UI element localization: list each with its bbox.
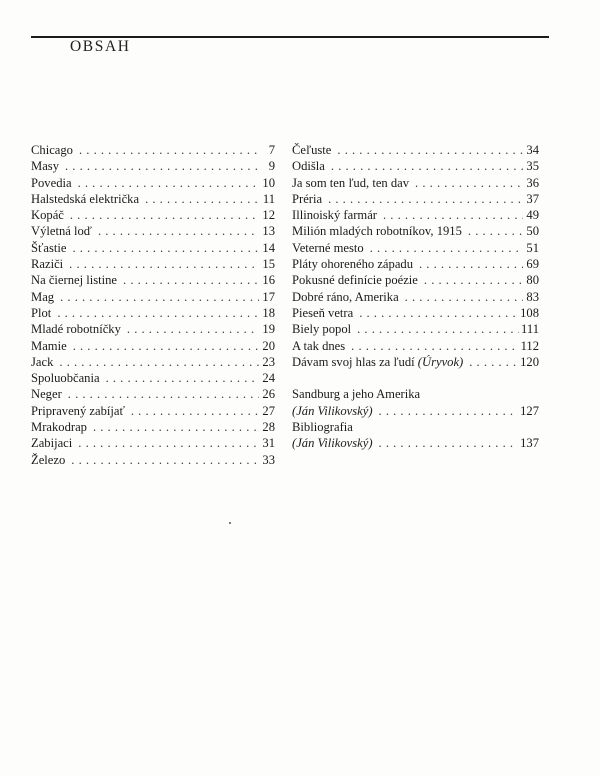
toc-entry-title: Milión mladých robotníkov, 1915 [292,224,462,239]
toc-entry-page: 50 [526,224,539,239]
toc-entry-title: Mag [31,289,55,304]
dot-leader [469,354,518,370]
dot-leader [59,354,259,370]
dot-leader [379,403,519,419]
dot-leader [379,435,519,451]
toc-entry-title: Pieseň vetra [292,305,354,320]
toc-entry-bibliography-title: Bibliografia [292,420,353,435]
paper-speck [229,522,231,524]
toc-entry-page: 33 [262,452,275,467]
toc-entry-page: 36 [526,175,539,190]
toc-entry-title: A tak dnes [292,338,346,353]
toc-entry-title: Mrakodrap [31,420,87,435]
toc-entry-title: Neger [31,387,62,402]
dot-leader [351,338,518,354]
dot-leader [70,207,259,223]
toc-entry-page: 31 [262,436,275,451]
toc-entry-title: Dávam svoj hlas za ľudí (Úryvok) [292,354,464,369]
dot-leader [69,256,259,272]
toc-entry-page: 9 [268,159,275,174]
toc-entry-title: Masy [31,159,59,174]
toc-entry [292,240,539,256]
toc-entry-page: 13 [262,224,275,239]
toc-entry-title: Čeľuste [292,143,332,157]
dot-leader [370,240,523,256]
toc-entry [292,256,539,272]
toc-entry [292,191,539,207]
toc-entry-page: 112 [520,338,539,353]
toc-entry [31,256,275,272]
toc-entry-title: Préria [292,191,323,206]
dot-leader [424,272,523,288]
toc-entry [292,321,539,337]
toc-entry-title: Chicago [31,143,73,157]
toc-entry-page: 7 [268,143,275,157]
toc-entry-title: Raziči [31,257,64,272]
toc-entry [31,305,275,321]
toc-entry-page: 11 [262,191,275,206]
toc-entry-page: 14 [262,240,275,255]
toc-entry [31,386,275,402]
toc-entry-title: Povedia [31,175,72,190]
toc-entry-title: Šťastie [31,240,67,255]
toc-entry-essay-title: Sandburg a jeho Amerika [292,387,421,402]
toc-entry [292,142,539,158]
toc-entry [31,289,275,305]
toc-entry-page: 10 [262,175,275,190]
toc-entry-title: Illinoiský farmár [292,208,377,223]
toc-entry [31,272,275,288]
dot-leader [131,403,259,419]
dot-leader [357,321,519,337]
toc-entry-title: Jack [31,354,54,369]
toc-entry-page: 23 [262,354,275,369]
toc-entry [292,207,539,223]
dot-leader [331,158,523,174]
dot-leader [468,223,523,239]
toc-entry-page: 18 [262,305,275,320]
dot-leader [65,158,259,174]
toc-entry-title: Dobré ráno, Amerika [292,289,399,304]
toc-entry-page: 69 [526,257,539,272]
toc-entry-page: 127 [520,403,539,418]
toc-entry-page: 12 [262,208,275,223]
toc-column-right [292,142,539,452]
toc-entry-page: 35 [526,159,539,174]
toc-entry-page: 120 [520,354,539,369]
dot-leader [60,289,259,305]
dot-leader [78,175,259,191]
toc-entry-title: Spoluobčania [31,371,100,386]
toc-entry-title: Halstedská električka [31,191,140,206]
toc-entry [292,289,539,305]
toc-entry-title: Pláty ohoreného západu [292,257,413,272]
dot-leader [405,289,523,305]
toc-entry-title: Na čiernej listine [31,273,118,288]
toc-entry-page: 49 [526,208,539,223]
toc-entry-page: 19 [262,322,275,337]
toc-entry [31,142,275,158]
toc-entry-page: 37 [526,191,539,206]
toc-entry [31,207,275,223]
toc-entry-page: 28 [262,420,275,435]
toc-entry-page: 34 [526,143,539,157]
toc-entry [31,338,275,354]
toc-entry-page: 20 [262,338,275,353]
toc-entry [292,158,539,174]
dot-leader [415,175,523,191]
toc-entry-page: 17 [262,289,275,304]
toc-entry-title: Kopáč [31,208,64,223]
toc-entry-page: 137 [520,436,539,451]
dot-leader [71,452,259,468]
toc-entry-page: 16 [262,273,275,288]
dot-leader [106,370,259,386]
toc-entry [292,354,539,370]
dot-leader [78,435,259,451]
dot-leader [328,191,523,207]
toc-entry-page: 51 [526,240,539,255]
toc-entry [31,403,275,419]
dot-leader [127,321,259,337]
toc-entry [292,272,539,288]
toc-entry-title: Ja som ten ľud, ten dav [292,175,410,190]
toc-entry [31,419,275,435]
toc-gap [292,370,539,386]
dot-leader [359,305,518,321]
toc-entry-title: Pripravený zabíjať [31,403,125,418]
toc-entry-page: 27 [262,403,275,418]
dot-leader [383,207,523,223]
page-title: OBSAH [70,38,131,55]
toc-entry [292,175,539,191]
dot-leader [123,272,259,288]
toc-entry-title: Plot [31,305,52,320]
dot-leader [98,223,259,239]
toc-entry-page: 111 [521,322,539,337]
toc-entry [292,338,539,354]
dot-leader [57,305,259,321]
toc-entry-title: Železo [31,452,66,467]
toc-entry-title: Zabijaci [31,436,73,451]
toc-entry [31,435,275,451]
toc-entry-essay-author: (Ján Vilikovský) [292,403,373,418]
toc-entry-bibliography-author: (Ján Vilikovský) [292,436,373,451]
toc-entry-page: 15 [262,257,275,272]
toc-entry [31,158,275,174]
toc-entry-bibliography [292,435,539,451]
toc-entry-title: Mamie [31,338,67,353]
toc-entry-title: Pokusné definície poézie [292,273,418,288]
toc-entry [31,354,275,370]
dot-leader [419,256,523,272]
toc-entry-essay [292,403,539,419]
toc-entry-title: Mladé robotníčky [31,322,121,337]
toc-entry-page: 108 [520,305,539,320]
toc-entry-title: Veterné mesto [292,240,364,255]
toc-entry [31,175,275,191]
dot-leader [145,191,259,207]
toc-entry [31,370,275,386]
dot-leader [72,240,259,256]
toc-entry [292,223,539,239]
dot-leader [337,142,523,158]
toc-entry [31,240,275,256]
dot-leader [68,386,259,402]
toc-entry-page: 83 [526,289,539,304]
dot-leader [93,419,259,435]
toc-entry-page: 26 [262,387,275,402]
toc-entry-title: Výletná loď [31,224,92,239]
toc-entry [31,223,275,239]
toc-entry [31,452,275,468]
toc-entry-title: Biely popol [292,322,352,337]
toc-entry-page: 24 [262,371,275,386]
toc-entry-title: Odišla [292,159,325,174]
toc-entry-page: 80 [526,273,539,288]
toc-entry [292,305,539,321]
dot-leader [73,338,259,354]
dot-leader [79,142,259,158]
toc-entry [31,191,275,207]
toc-entry [31,321,275,337]
toc-column-left [31,142,275,468]
